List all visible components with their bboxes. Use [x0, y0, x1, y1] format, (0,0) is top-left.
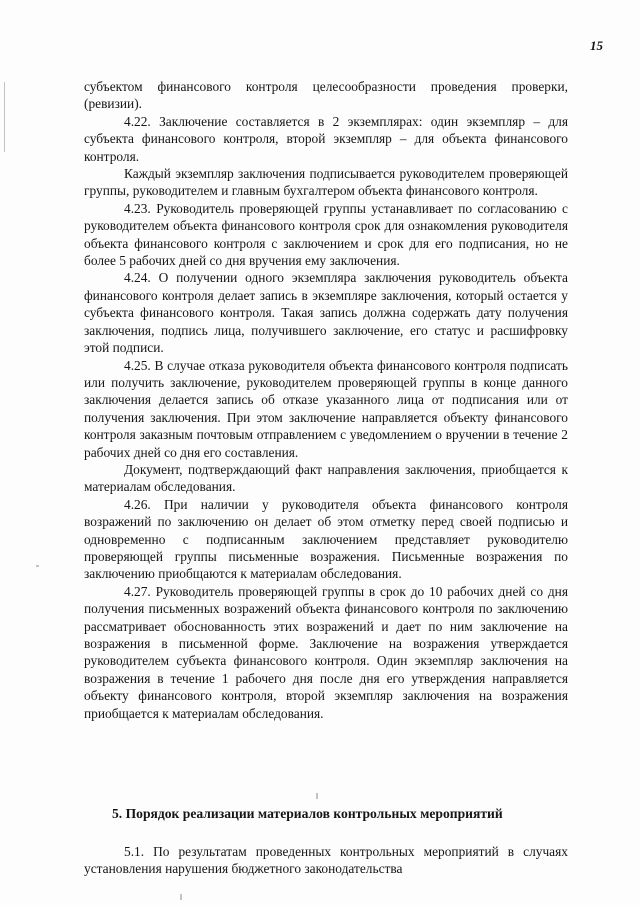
paragraph-4-26: 4.26. При наличии у руководителя объекта финансового контроля возражений по заключению он делает об этом отметку перед своей подписью и одновременно с подписанным заключением представляет руководителю проверяющей группы письменные возражения. Письменные возражения по заключению приобщаются к материалам обследования. — [84, 496, 568, 582]
paragraph-4-22: 4.22. Заключение составляется в 2 экземплярах: один экземпляр – для субъекта финансового контроля, второй экземпляр – для объекта финансового контроля. — [84, 113, 568, 164]
body-text — [84, 78, 568, 722]
paragraph-4-23: 4.23. Руководитель проверяющей группы устанавливает по согласованию с руководителем объекта финансового контроля срок для ознакомления руководителя объекта финансового контроля с заключением и срок для его подписания, но не более 5 рабочих дней со дня вручения ему заключения. — [84, 200, 568, 269]
scan-dot-mark — [316, 793, 318, 799]
paragraph-continuation: субъектом финансового контроля целесообразности проведения проверки, (ревизии). — [84, 79, 568, 112]
section-heading: 5. Порядок реализации материалов контрольных мероприятий — [112, 806, 503, 821]
scan-dot-mark — [180, 894, 182, 900]
scan-edge-mark — [4, 82, 5, 152]
section-body-text — [84, 843, 568, 878]
paragraph-4-24: 4.24. О получении одного экземпляра заключения руководитель объекта финансового контроля делает запись в экземпляре заключения, который остается у субъекта финансового контроля. Такая запись должна содержать дату получения заключения, подпись лица, получившего заключение, его статус и расшифровку этой подписи. — [84, 270, 568, 356]
paragraph-4-25: 4.25. В случае отказа руководителя объекта финансового контроля подписать или получить заключение, руководителем проверяющей группы в конце данного заключения делается запись об отказе указанного лица от подписания или от получения заключения. При этом заключение направляется объекту финансового контроля заказным почтовым отправлением с уведомлением о вручении в течение 2 рабочих дней со дня его составления. — [84, 357, 568, 460]
scan-dot-mark — [36, 565, 39, 567]
paragraph-5-1: 5.1. По результатам проведенных контрольных мероприятий в случаях установления нарушения бюджетного законодательства — [84, 844, 568, 877]
paragraph-4-27: 4.27. Руководитель проверяющей группы в срок до 10 рабочих дней со дня получения письменных возражений объекта финансового контроля по заключению рассматривает обоснованность этих возражений и дает по ним заключение на возражения в письменной форме. Заключение на возражения утверждается руководителем субъекта финансового контроля. Один экземпляр заключения на возражения в течение 1 рабочего дня после дня его утверждения направляется объекту финансового контроля, второй экземпляр заключения на возражения приобщается к материалам обследования. — [84, 583, 568, 721]
paragraph-signatures: Каждый экземпляр заключения подписывается руководителем проверяющей группы, руководителем и главным бухгалтером объекта финансового контроля. — [84, 166, 568, 199]
page-number: 15 — [590, 38, 603, 53]
paragraph-document: Документ, подтверждающий факт направления заключения, приобщается к материалам обследования. — [84, 461, 568, 495]
